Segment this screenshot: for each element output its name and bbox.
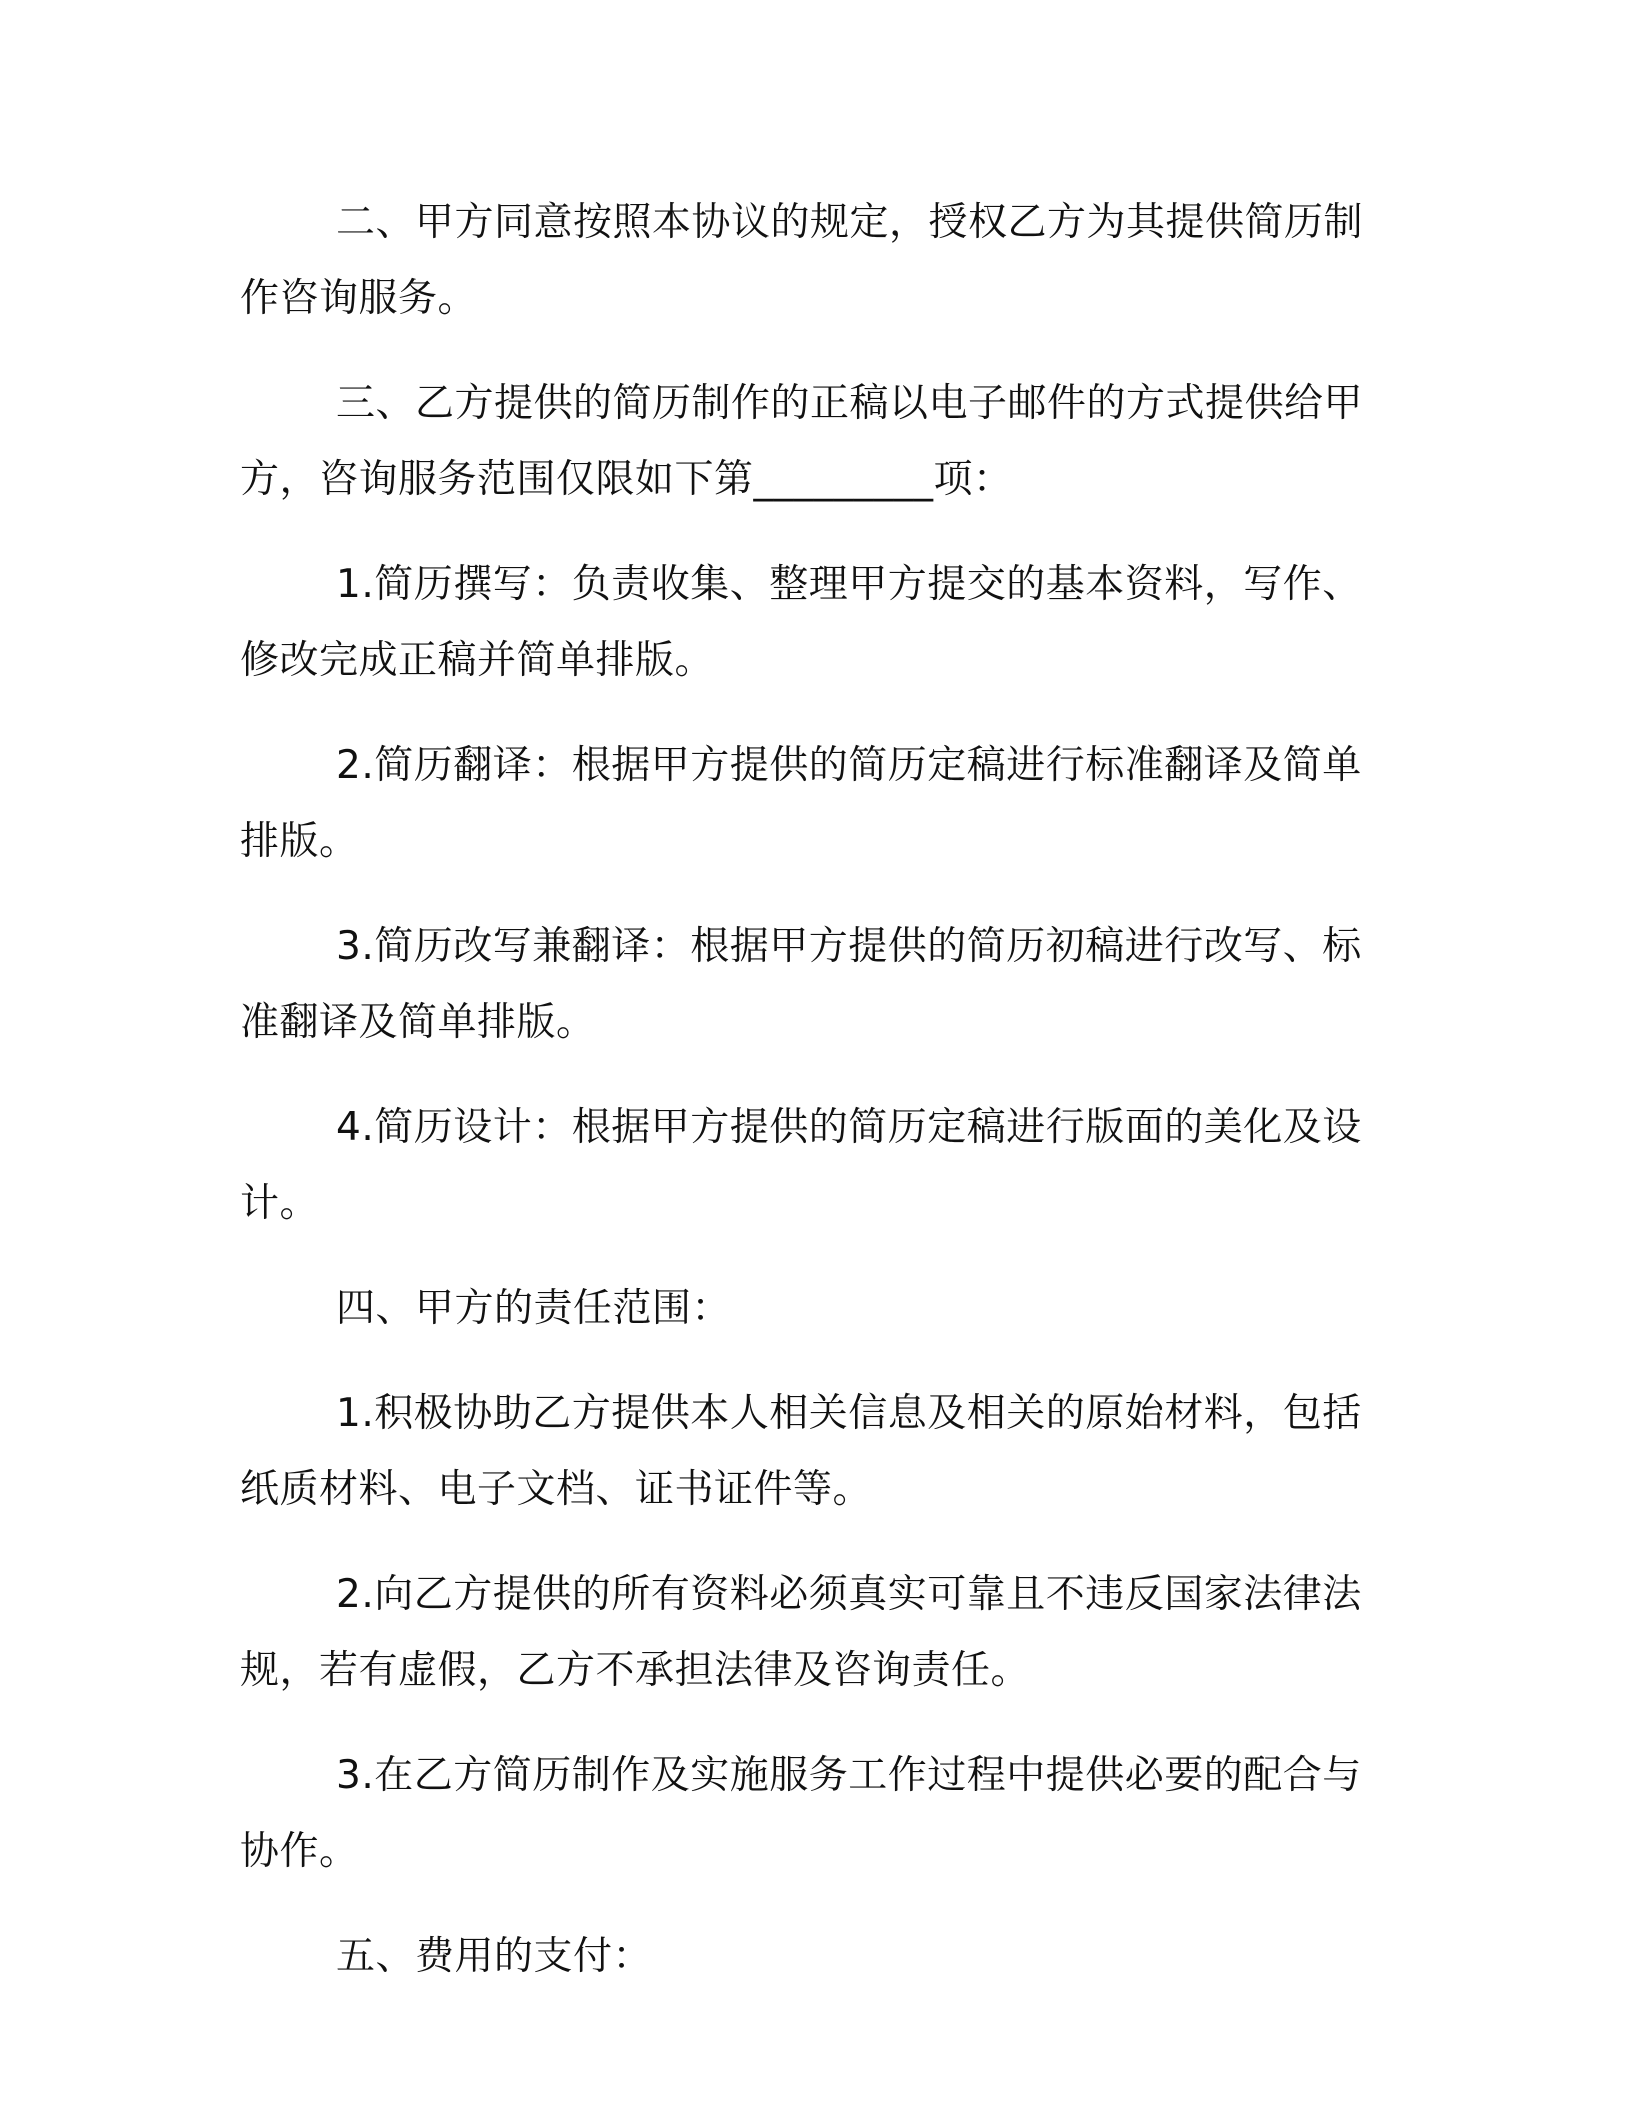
- scope-item-blank: _________: [753, 457, 934, 502]
- party-a-duty-1: 1.积极协助乙方提供本人相关信息及相关的原始材料，包括纸质材料、电子文档、证书证件等。: [240, 1391, 1362, 1512]
- party-a-duty-2: 2.向乙方提供的所有资料必须真实可靠且不违反国家法律法规，若有虚假，乙方不承担法律及咨询责任。: [240, 1572, 1362, 1693]
- service-item-resume-writing: 1.简历撰写：负责收集、整理甲方提交的基本资料，写作、修改完成正稿并简单排版。: [240, 562, 1362, 683]
- clause-4-heading: 四、甲方的责任范围：: [336, 1286, 732, 1331]
- service-item-rewrite-translation: 3.简历改写兼翻译：根据甲方提供的简历初稿进行改写、标准翻译及简单排版。: [240, 924, 1362, 1045]
- clause-5-heading: 五、费用的支付：: [336, 1934, 653, 1979]
- clause-3-text: 三、乙方提供的简历制作的正稿以电子邮件的方式提供给甲方，咨询服务范围仅限如下第: [240, 381, 1364, 502]
- clause-2-authorization: 二、甲方同意按照本协议的规定，授权乙方为其提供简历制作咨询服务。: [240, 200, 1364, 321]
- clause-3-service-scope: [240, 366, 1390, 518]
- party-a-duty-3: 3.在乙方简历制作及实施服务工作过程中提供必要的配合与协作。: [240, 1753, 1362, 1874]
- clause-3-suffix: 项：: [933, 457, 1013, 502]
- service-item-resume-translation: 2.简历翻译：根据甲方提供的简历定稿进行标准翻译及简单排版。: [240, 743, 1362, 864]
- service-item-resume-design: 4.简历设计：根据甲方提供的简历定稿进行版面的美化及设计。: [240, 1105, 1362, 1226]
- document-body: [240, 185, 1390, 2024]
